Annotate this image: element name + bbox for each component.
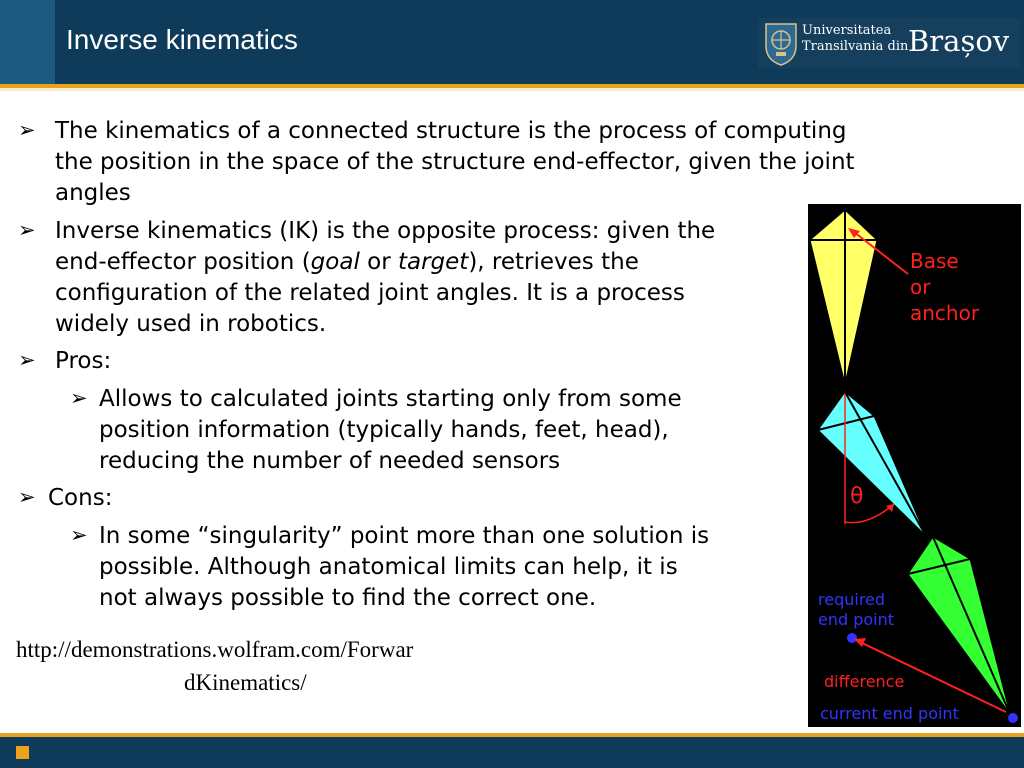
bullet1-line1: The kinematics of a connected structure is the process of computing [55,118,847,144]
logo-line1: Universitatea [802,23,892,38]
bullet-arrow-icon: ➢ [18,485,36,509]
bullet1-line2: the position in the space of the structure end-effector, given the joint [55,149,855,175]
bullet2-line2-post: ), retrieves the [468,249,639,275]
required-label-line1: required [818,590,886,609]
base-label-line3: anchor [910,301,980,325]
bullet-arrow-icon: ➢ [18,218,36,242]
footer-square-icon [16,746,29,759]
difference-label: difference [824,672,905,691]
source-url-line1[interactable]: http://demonstrations.wolfram.com/Forwar [16,637,414,662]
slide-footer [0,737,1024,768]
bullet2-line3: configuration of the related joint angles. It is a process [55,280,685,306]
kinematics-figure [808,204,1021,727]
bullet2-line2-or: or [359,249,398,275]
base-label-line2: or [910,275,931,299]
bullet-arrow-icon: ➢ [18,348,36,372]
bullet2-line2 [55,247,639,277]
target-term: target [397,249,469,275]
cons-sub-line3: not always possible to find the correct one. [99,585,597,611]
current-end-point-label: current end point [820,704,959,723]
source-url-line2[interactable]: dKinematics/ [184,670,307,695]
theta-label: θ [850,484,864,509]
required-label-line2: end point [818,610,895,629]
cons-sub-line1: In some “singularity” point more than one solution is [99,523,710,549]
bullet1-line3: angles [55,180,131,206]
pros-sub-line1: Allows to calculated joints starting only from some [99,386,682,412]
base-label-line1: Base [910,249,959,273]
slide-title: Inverse kinematics [66,24,298,55]
bullet2-line1: Inverse kinematics (IK) is the opposite process: given the [55,218,716,244]
logo-line2: Transilvania din [802,39,909,54]
logo-city: Brașov [908,24,1010,58]
sub-bullet-arrow-icon: ➢ [70,523,88,547]
pros-sub-line3: reducing the number of needed sensors [99,448,561,474]
bullet-arrow-icon: ➢ [18,118,36,142]
sub-bullet-arrow-icon: ➢ [70,386,88,410]
cons-sub-line2: possible. Although anatomical limits can help, it is [99,554,678,580]
pros-label: Pros: [55,348,112,374]
bullet2-line4: widely used in robotics. [55,311,327,337]
pros-sub-line2: position information (typically hands, feet, head), [99,417,669,443]
cons-label: Cons: [48,485,113,511]
bullet2-line2-pre: end-effector position ( [55,249,311,275]
goal-term: goal [310,249,360,275]
